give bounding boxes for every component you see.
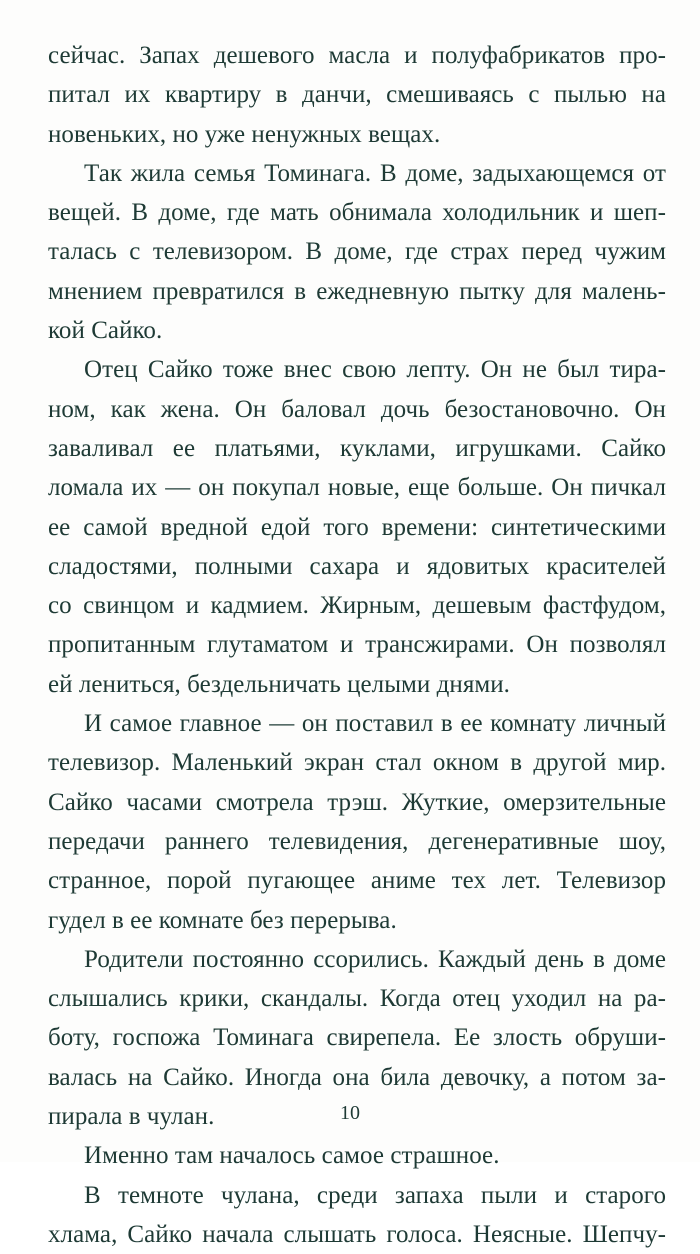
- text-line: заваливал ее платьями, куклами, игрушками. Сайко: [48, 434, 666, 462]
- text-line: питал их квартиру в данчи, смешиваясь с пылью на: [48, 81, 666, 109]
- text-line: В темноте чулана, среди запаха пыли и старого: [84, 1181, 666, 1209]
- text-line: гудел в ее комнате без перерыва.: [48, 906, 397, 934]
- text-line: Родители постоянно ссорились. Каждый день в доме: [84, 945, 666, 973]
- text-line: странное, порой пугающее аниме тех лет. Телевизор: [48, 867, 666, 895]
- text-line: со свинцом и кадмием. Жирным, дешевым фастфудом,: [48, 592, 666, 620]
- text-line: пирала в чулан.: [48, 1103, 215, 1131]
- text-line: вещей. В доме, где мать обнимала холодильник и шеп-: [48, 199, 666, 227]
- text-line: талась с телевизором. В доме, где страх перед чужим: [48, 238, 666, 266]
- text-line: кой Сайко.: [48, 317, 163, 345]
- text-line: И самое главное — он поставил в ее комнату личный: [84, 710, 666, 738]
- text-line: ном, как жена. Он баловал дочь безостановочно. Он: [48, 395, 666, 423]
- text-line: слышались крики, скандалы. Когда отец уходил на ра-: [48, 985, 666, 1013]
- text-line: Так жила семья Томинага. В доме, задыхающемся от: [84, 159, 666, 187]
- text-line: ломала их — он покупал новые, еще больше. Он пичкал: [48, 474, 666, 502]
- text-line: Отец Сайко тоже внес свою лепту. Он не был тира-: [84, 356, 666, 384]
- text-line: боту, госпожа Томинага свирепела. Ее злость обруши-: [48, 1024, 666, 1052]
- text-line: ей лениться, бездельничать целыми днями.: [48, 670, 510, 698]
- text-line: пропитанным глутаматом и трансжирами. Он позволял: [48, 631, 666, 659]
- text-line: телевизор. Маленький экран стал окном в другой мир.: [48, 749, 666, 777]
- text-line: мнением превратился в ежедневную пытку для малень-: [48, 277, 666, 305]
- text-line: сладостями, полными сахара и ядовитых красителей: [48, 552, 666, 580]
- text-line: хлама, Сайко начала слышать голоса. Неясные. Шепчу-: [48, 1220, 666, 1248]
- page-number: 10: [340, 1102, 360, 1124]
- text-line: Именно там началось самое страшное.: [84, 1142, 500, 1170]
- text-line: новеньких, но уже ненужных вещах.: [48, 120, 441, 148]
- text-line: валась на Сайко. Иногда она била девочку, а потом за-: [48, 1063, 666, 1091]
- text-line: Сайко часами смотрела трэш. Жуткие, омерзительные: [48, 788, 666, 816]
- body-text: [48, 36, 666, 1254]
- text-line: ее самой вредной едой того времени: синтетическими: [48, 513, 666, 541]
- text-line: передачи раннего телевидения, дегенеративные шоу,: [48, 827, 666, 855]
- text-line: сейчас. Запах дешевого масла и полуфабрикатов про-: [48, 42, 666, 69]
